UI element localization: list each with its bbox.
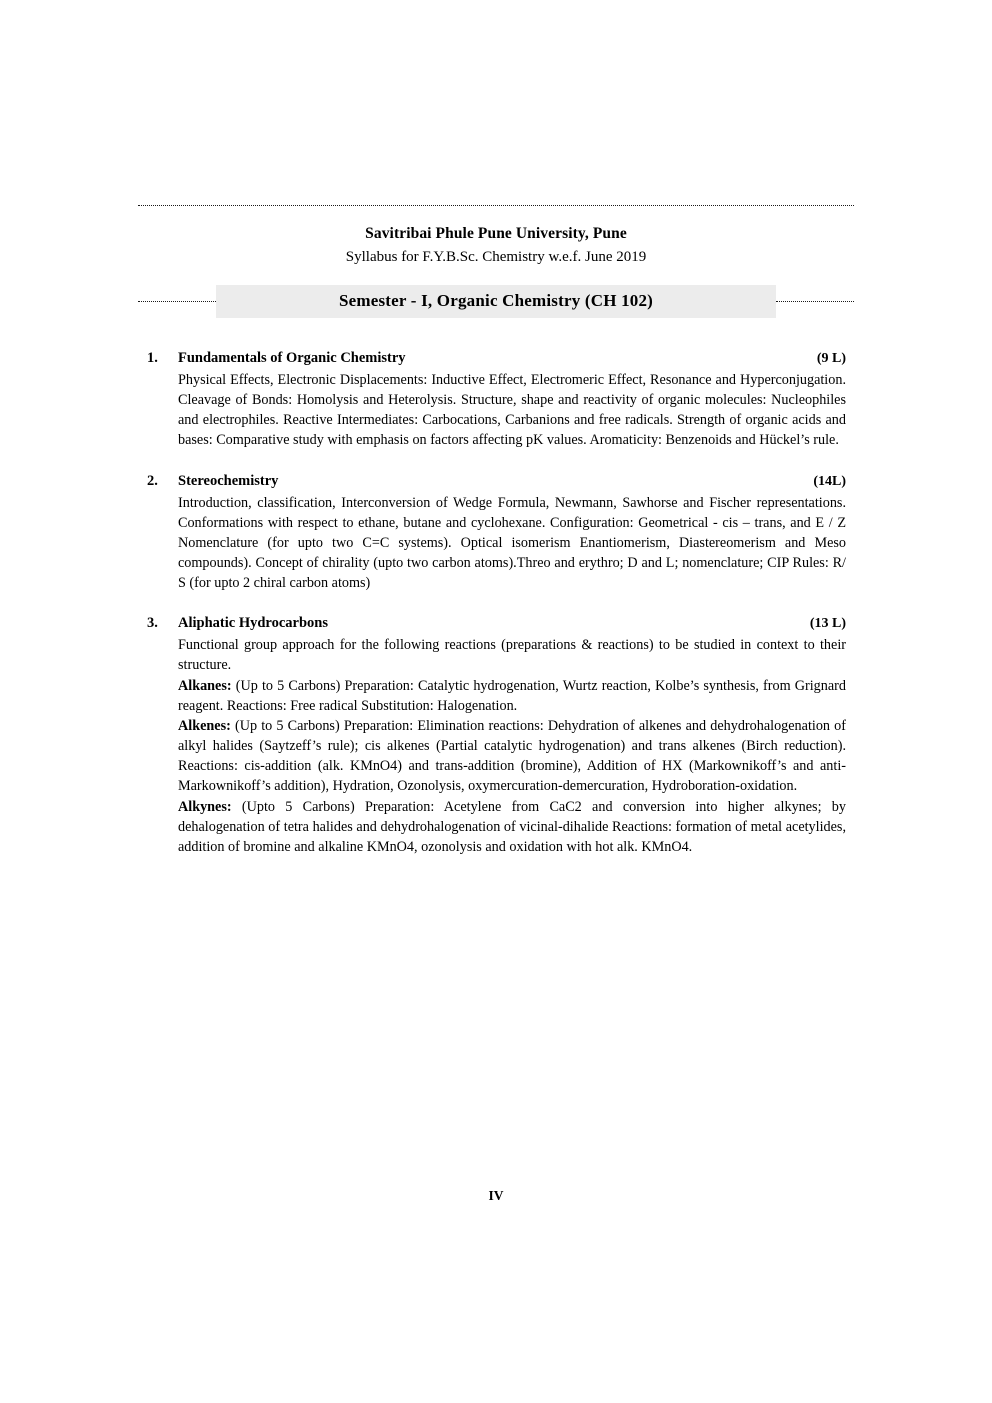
section-header bbox=[138, 615, 854, 632]
paragraph-text: (Upto 5 Carbons) Preparation: Acetylene from CaC2 and conversion into higher alkynes; by dehalogenation of tetra halides and dehydrohalogenation of vicinal-dihalide Reactions: formation of metal acetylides, addition of bromine and alkaline KMnO4, ozonolysis and oxidation with hot alk. KMnO4. bbox=[178, 798, 846, 855]
paragraph-text: Functional group approach for the following reactions (preparations & reactions) to be studied in context to their structure. bbox=[178, 637, 846, 674]
paragraph-text: (Up to 5 Carbons) Preparation: Catalytic hydrogenation, Wurtz reaction, Kolbe’s synthesis, from Grignard reagent. Reactions: Free radical Substitution: Halogenation. bbox=[178, 677, 846, 714]
semester-banner: Semester - I, Organic Chemistry (CH 102) bbox=[216, 285, 776, 318]
section-credits: (13 L) bbox=[809, 616, 846, 632]
syllabus-section bbox=[138, 350, 854, 451]
section-title: Stereochemistry bbox=[178, 472, 279, 489]
section-paragraph bbox=[178, 635, 846, 675]
banner-right-dots bbox=[776, 301, 854, 302]
section-number: 1. bbox=[147, 349, 158, 366]
syllabus-subtitle: Syllabus for F.Y.B.Sc. Chemistry w.e.f. June 2019 bbox=[345, 248, 647, 265]
section-header bbox=[138, 350, 854, 367]
university-title: Savitribai Phule Pune University, Pune bbox=[365, 225, 627, 242]
section-paragraph bbox=[178, 716, 846, 797]
page-content bbox=[138, 205, 854, 879]
section-title: Aliphatic Hydrocarbons bbox=[178, 615, 328, 632]
section-paragraph bbox=[178, 493, 846, 594]
paragraph-text: (Up to 5 Carbons) Preparation: Elimination reactions: Dehydration of alkenes and dehydrohalogenation of alkyl halides (Saytzeff’s rule); cis alkenes (Partial catalytic hydrogenation) and trans alkenes (Birch reduction). Reactions: cis-addition (alk. KMnO4) and trans-addition (bromine), Addition of HX (Markownikoff’s and anti-Markownikoff’s addition), Hydration, Ozonolysis, oxymercuration-demercuration, Hydroboration-oxidation. bbox=[178, 717, 846, 795]
section-paragraph bbox=[178, 370, 846, 451]
section-paragraph bbox=[178, 676, 846, 716]
section-title: Fundamentals of Organic Chemistry bbox=[178, 349, 406, 366]
paragraph-text: Physical Effects, Electronic Displacements: Inductive Effect, Electromeric Effect, Resonance and Hyperconjugation. Cleavage of Bonds: Homolysis and Heterolysis. Structure, shape and reactivity of organic molecules: Nucleophiles and electrophiles. Reactive Intermediates: Carbocations, Carbanions and free radicals. Strength of organic acids and bases: Comparative study with emphasis on factors affecting pK values. Aromaticity: Benzenoids and Hückel’s rule. bbox=[178, 371, 846, 449]
paragraph-lead: Alkynes: bbox=[178, 798, 232, 815]
section-credits: (9 L) bbox=[816, 350, 846, 366]
page-number: IV bbox=[488, 1188, 504, 1203]
top-divider bbox=[138, 205, 854, 206]
paragraph-lead: Alkenes: bbox=[178, 717, 231, 734]
section-body bbox=[178, 493, 846, 594]
section-body bbox=[178, 635, 846, 857]
banner-left-dots bbox=[138, 301, 216, 302]
paragraph-text: Introduction, classification, Interconversion of Wedge Formula, Newmann, Sawhorse and Fischer representations. Conformations with respect to ethane, butane and cyclohexane. Configuration: Geometrical - cis – trans, and E / Z Nomenclature (for upto two C=C systems). Optical isomerism Enantiomerism, Diastereomerism and Meso compounds). Concept of chirality (upto two carbon atoms).Threo and erythro; D and L; nomenclature; CIP Rules: R/ S (for upto 2 chiral carbon atoms) bbox=[178, 494, 846, 592]
section-number: 3. bbox=[147, 615, 158, 632]
section-paragraph bbox=[178, 797, 846, 857]
section-credits: (14L) bbox=[813, 473, 846, 489]
section-body bbox=[178, 370, 846, 451]
syllabus-section bbox=[138, 615, 854, 857]
section-number: 2. bbox=[147, 472, 158, 489]
paragraph-lead: Alkanes: bbox=[178, 677, 232, 694]
syllabus-section bbox=[138, 473, 854, 594]
semester-banner-row bbox=[138, 285, 854, 318]
section-header bbox=[138, 473, 854, 490]
syllabus-sections bbox=[138, 350, 854, 857]
